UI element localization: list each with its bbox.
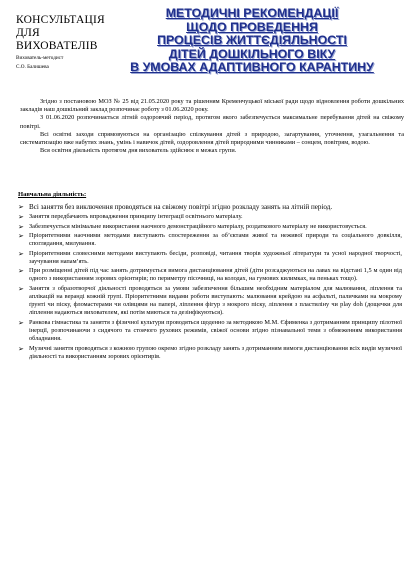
consultation-title-line-1: КОНСУЛЬТАЦІЯ (16, 14, 105, 26)
arrow-bullet-icon: ➢ (18, 344, 24, 353)
list-item: ➢ Забезпечується мінімальне використання наочного демонстраційного матеріалу, роздаткового матеріалу не використовується. (18, 222, 367, 231)
arrow-bullet-icon: ➢ (18, 284, 24, 293)
arrow-bullet-icon: ➢ (18, 231, 24, 240)
title-line: ПРОЦЕСІВ ЖИТТЄДІЯЛЬНОСТІ (157, 33, 347, 48)
list-item: ➢ Заняття з образотворчої діяльності проводяться за умови забезпечення більшим необхідним матеріалом для малювання, ліплення та аплікацій на веранді кожній групі. Пріоритетними видами роботи виступають: малювання крейдою на асфальті, паличками на мокрому ґрунті чи піску, фломастерами чи олівцями на папері, ліплення фігур з мокрого піску, ліплення з пластиліну чи play doh (дощечки для ліплення надаються вихователем, які потім миються та дезінфікуються). (18, 284, 402, 317)
intro-paragraph: З 01.06.2020 розпочинається літній оздоровчий період, протягом якого забезпечується максимальне перебування дітей на свіжому повітрі. (20, 114, 404, 130)
consultation-label (16, 14, 126, 71)
author-role: Вихователь-методист (16, 55, 64, 61)
list-item: ➢ При розміщенні дітей під час занять дотримується вимога дистанціювання дітей (діти розсаджуються на лавах на відстані 1,5 м один від одного з використанням зорових орієнтирів; по периметру пісочниці, на колодах, на гумових килимках, на пеньках тощо). (18, 267, 402, 283)
title-line: ДІТЕЙ ДОШКІЛЬНОГО ВІКУ (168, 46, 336, 61)
arrow-bullet-icon: ➢ (18, 213, 24, 222)
title-line: В УМОВАХ АДАПТИВНОГО КАРАНТИНУ (130, 60, 374, 75)
author-name: С.О. Балишева (16, 64, 49, 70)
arrow-bullet-icon: ➢ (18, 318, 24, 327)
title-line: ЩОДО ПРОВЕДЕННЯ (186, 19, 318, 34)
title-line: МЕТОДИЧНІ РЕКОМЕНДАЦІЇ (165, 6, 339, 20)
list-item: ➢ Музичні заняття проводяться з кожною групою окремо згідно розкладу занять з дотриманням вимоги дистанціювання всіх видів музичної діяльності та використанням зорових орієнтирів. (18, 344, 402, 360)
consultation-title-line-3: ВИХОВАТЕЛІВ (16, 40, 98, 52)
list-item: ➢ Пріоритетними словесними методами виступають бесіди, розповіді, читання творів художньої літератури та усної народної творчості, заучування напам’ять. (18, 249, 402, 265)
arrow-bullet-icon: ➢ (18, 267, 24, 276)
intro-paragraph: Всі освітні заходи спрямовуються на організацію спілкування дітей з природою, загартування, уточнення, узагальнення та систематизацію вже набутих знань, умінь і навичок дітей, оздоровлення дітей природними чинниками – сонцем, повітрям, водою. (20, 130, 404, 147)
intro-paragraph: Вся освітня діяльність протягом дня вихователь здійснює в межах групи. (40, 147, 237, 155)
arrow-bullet-icon: ➢ (18, 249, 24, 258)
list-item: ➢ Всі заняття без виключення проводяться на свіжому повітрі згідно розкладу занять на літній період. (18, 203, 333, 211)
arrow-bullet-icon: ➢ (18, 222, 24, 231)
section-title: Навчальна діяльність: (18, 191, 87, 198)
consultation-title-line-2: ДЛЯ (16, 27, 40, 39)
document-header (0, 0, 414, 92)
list-item: ➢ Ранкова гімнастика та заняття з фізичної культури проводяться щоденно за методикою М.М. Єфименка з дотриманням принципу пілотної інерції, розпочинаючи з сидячого та стоячого рухових режимів, свіжої основи згідно пізнавальної теми з обмеженням використання обладнання. (18, 318, 402, 343)
intro-paragraph: Згідно з постановою МОЗ № 25 від 21.05.2020 року та рішенням Кременчуцької міської ради щодо відновлення роботи дошкільних закладів наш дошкільний заклад розпочинає роботу з 01.06.2020 року. (20, 98, 404, 114)
arrow-bullet-icon: ➢ (18, 203, 24, 211)
list-item: ➢ Пріоритетними наочними методами виступають спостереження за об’єктами живої та неживої природи та соціального довкілля, споглядання, милування. (18, 231, 402, 248)
list-item: ➢ Заняття передбачають впровадження принципу інтеграції освітнього матеріалу. (18, 213, 243, 222)
document-title (122, 7, 382, 75)
intro-text (20, 98, 404, 155)
recommendations-list (18, 203, 402, 362)
